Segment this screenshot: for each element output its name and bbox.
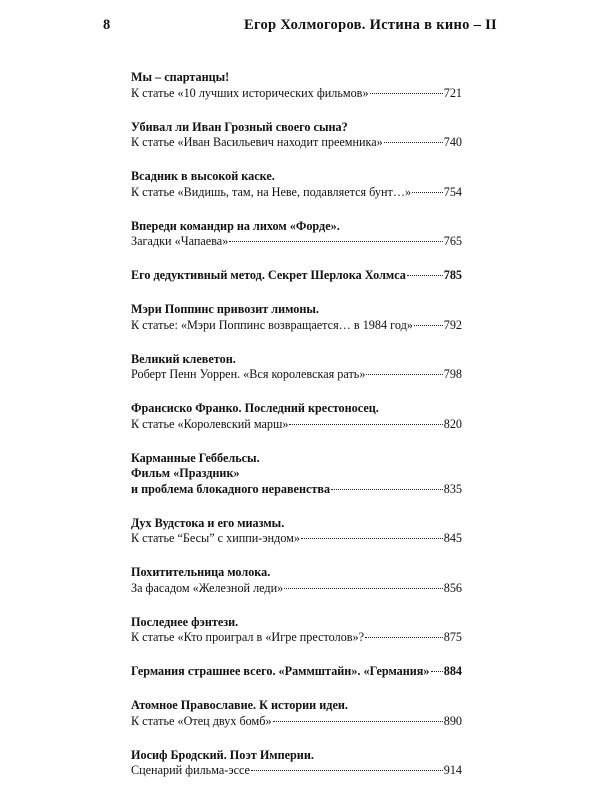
- toc-entry-title: Карманные Геббельсы.: [131, 450, 260, 465]
- leader-dots: [289, 424, 442, 425]
- leader-dots: [370, 93, 443, 94]
- toc-entry[interactable]: [131, 120, 462, 151]
- toc-page-number: 740: [443, 135, 462, 149]
- leader-dots: [414, 325, 443, 326]
- page-number: 8: [103, 17, 111, 33]
- toc-entry-title: Фильм «Праздник»: [131, 466, 240, 480]
- toc-page-number: 845: [443, 531, 462, 545]
- toc-entry-line: [131, 581, 462, 597]
- toc-page-number: 875: [443, 630, 462, 644]
- toc-entry-line: [131, 367, 462, 383]
- toc-entry-line: [131, 630, 462, 646]
- toc-entry[interactable]: [131, 352, 462, 383]
- toc-page-number: 884: [443, 664, 462, 678]
- toc-entry-line: [131, 664, 462, 680]
- table-of-contents: [131, 70, 462, 797]
- toc-entry[interactable]: [131, 169, 462, 200]
- page-header: [103, 17, 497, 34]
- leader-dots: [301, 538, 443, 539]
- toc-entry-line: [131, 135, 462, 151]
- toc-entry-subtitle: За фасадом «Железной леди»: [131, 580, 284, 595]
- toc-entry-title: Последнее фэнтези.: [131, 614, 239, 629]
- toc-entry-line: [131, 318, 462, 334]
- toc-entry-title: Мэри Поппинс привозит лимоны.: [131, 302, 319, 316]
- toc-entry-subtitle: Сценарий фильма-эссе: [131, 763, 250, 777]
- toc-entry-subtitle: К статье: «Мэри Поппинс возвращается… в 1984 год»: [131, 317, 413, 332]
- toc-entry[interactable]: [131, 565, 462, 596]
- leader-dots: [412, 192, 443, 193]
- toc-entry-subtitle: К статье «Иван Васильевич находит преемника»: [131, 135, 383, 149]
- toc-page-number: 856: [443, 580, 462, 595]
- leader-dots: [229, 241, 442, 242]
- toc-page-number: 792: [443, 317, 462, 332]
- toc-entry-subtitle: Германия страшнее всего. «Раммштайн». «Германия»: [131, 664, 430, 678]
- toc-entry-subtitle: Загадки «Чапаева»: [131, 234, 229, 248]
- toc-page-number: 914: [443, 763, 462, 777]
- leader-dots: [251, 770, 443, 771]
- toc-entry[interactable]: [131, 615, 462, 646]
- toc-entry-line: [131, 268, 462, 284]
- toc-entry-subtitle: К статье «Королевский марш»: [131, 416, 289, 431]
- toc-page-number: 890: [443, 713, 462, 728]
- toc-entry-title: Похитительница молока.: [131, 565, 271, 579]
- leader-dots: [331, 489, 443, 490]
- toc-entry-subtitle: Роберт Пенн Уоррен. «Вся королевская рать»: [131, 367, 366, 381]
- toc-entry[interactable]: [131, 516, 462, 547]
- toc-page-number: 765: [443, 234, 462, 248]
- toc-entry[interactable]: [131, 268, 462, 284]
- toc-entry-subtitle: К статье «Видишь, там, на Неве, подавляется бунт…»: [131, 184, 412, 199]
- book-title: Егор Холмогоров. Истина в кино – II: [244, 17, 497, 33]
- leader-dots: [407, 275, 443, 276]
- toc-page-number: 721: [443, 85, 462, 100]
- toc-entry-subtitle: К статье «Отец двух бомб»: [131, 713, 272, 728]
- toc-entry-title: Франсиско Франко. Последний крестоносец.: [131, 401, 379, 415]
- toc-entry-title: Атомное Православие. К истории идеи.: [131, 698, 348, 712]
- toc-entry[interactable]: [131, 698, 462, 729]
- toc-entry[interactable]: [131, 748, 462, 779]
- toc-entry-subtitle: Его дедуктивный метод. Секрет Шерлока Холмса: [131, 268, 406, 282]
- toc-entry-title: Великий клеветон.: [131, 351, 236, 366]
- leader-dots: [365, 637, 443, 638]
- toc-entry-subtitle: и проблема блокадного неравенства: [131, 481, 331, 496]
- toc-entry-title: Всадник в высокой каске.: [131, 169, 275, 183]
- toc-entry-title: Иосиф Бродский. Поэт Империи.: [131, 747, 314, 762]
- toc-entry-line: [131, 86, 462, 102]
- leader-dots: [431, 671, 443, 672]
- toc-entry-subtitle: К статье “Бесы” с хиппи-эндом»: [131, 531, 300, 545]
- leader-dots: [366, 374, 442, 375]
- toc-page-number: 798: [443, 367, 462, 381]
- toc-entry-title: Дух Вудстока и его миазмы.: [131, 515, 285, 530]
- toc-entry-line: [131, 714, 462, 730]
- toc-entry-line: [131, 185, 462, 201]
- toc-entry-title: Впереди командир на лихом «Форде».: [131, 218, 340, 233]
- toc-entry-title: Убивал ли Иван Грозный своего сына?: [131, 119, 348, 134]
- toc-page-number: 820: [443, 416, 462, 431]
- toc-entry-line: [131, 482, 462, 498]
- toc-entry-line: [131, 234, 462, 250]
- leader-dots: [284, 588, 442, 589]
- leader-dots: [273, 721, 443, 722]
- toc-entry[interactable]: [131, 664, 462, 680]
- toc-entry-subtitle: К статье «Кто проиграл в «Игре престолов»?: [131, 630, 365, 644]
- toc-entry-line: [131, 763, 462, 779]
- toc-entry-subtitle: К статье «10 лучших исторических фильмов»: [131, 85, 369, 100]
- toc-page-number: 785: [443, 268, 462, 282]
- leader-dots: [384, 142, 443, 143]
- toc-page-number: 835: [443, 481, 462, 496]
- toc-entry[interactable]: [131, 451, 462, 498]
- toc-entry-line: [131, 531, 462, 547]
- toc-entry[interactable]: [131, 219, 462, 250]
- toc-page-number: 754: [443, 184, 462, 199]
- toc-entry[interactable]: [131, 302, 462, 333]
- toc-entry[interactable]: [131, 401, 462, 432]
- toc-entry-line: [131, 417, 462, 433]
- toc-entry-title: Мы – спартанцы!: [131, 70, 230, 84]
- toc-entry[interactable]: [131, 70, 462, 101]
